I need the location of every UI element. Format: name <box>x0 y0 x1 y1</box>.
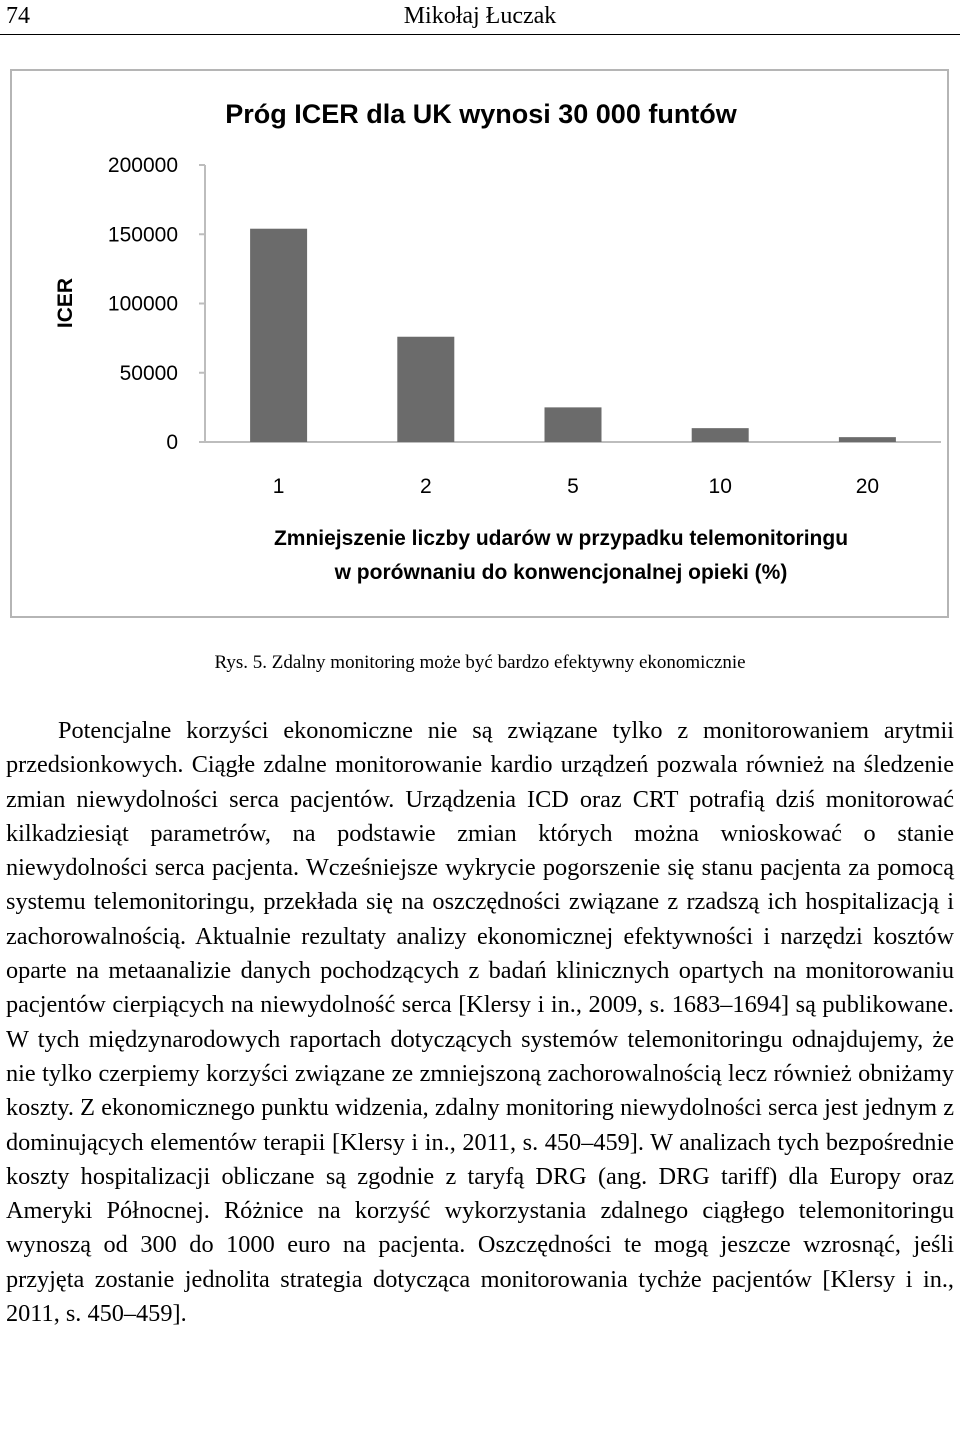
y-axis-title: ICER <box>54 277 77 329</box>
chart-frame <box>10 69 949 618</box>
y-tick-label: 0 <box>166 431 178 454</box>
figure-caption: Rys. 5. Zdalny monitoring może być bardzo efektywny ekonomicznie <box>214 652 746 673</box>
bar-2 <box>397 337 454 442</box>
chart-title: Próg ICER dla UK wynosi 30 000 funtów <box>225 99 737 129</box>
x-axis-ticks <box>273 475 879 498</box>
bar-10 <box>692 428 749 442</box>
bar-1 <box>250 229 307 442</box>
bars <box>250 229 896 442</box>
bar-5 <box>545 407 602 442</box>
y-tick-label: 200000 <box>107 154 178 177</box>
y-tick-label: 100000 <box>107 292 178 316</box>
x-tick-label: 2 <box>419 475 432 498</box>
page-header <box>0 0 960 35</box>
x-axis-title-line-1: Zmniejszenie liczby udarów w przypadku telemonitoringu <box>273 527 849 550</box>
running-head: Mikołaj Łuczak <box>403 3 557 29</box>
x-tick-label: 5 <box>567 475 579 498</box>
bar-chart <box>12 71 947 616</box>
x-tick-label: 10 <box>708 475 732 498</box>
page-number: 74 <box>6 3 30 29</box>
body-paragraph: Potencjalne korzyści ekonomiczne nie są związane tylko z monitorowaniem arytmii przedsionkowych. Ciągłe zdalne monitorowanie kardio urządzeń pozwala również na śledzenie zmian niewydolności serca pacjentów. Urządzenia ICD oraz CRT potrafią dziś monitorować kilkadziesiąt parametrów, na podstawie zmian których można wnioskować o stanie niewydolności serca pacjenta. Wcześniejsze wykrycie pogorszenie się stanu pacjenta za pomocą systemu telemonitoringu, przekłada się na oszczędności związane z rzadszą ich hospitalizacją i zachorowalnością. Aktualnie rezultaty analizy ekonomicznej efektywności i narzędzi kosztów oparte na metaanalizie danych pochodzących z badań klinicznych opartych na monitorowaniu pacjentów cierpiących na niewydolność serca [Klersy i in., 2009, s. 1683–1694] są publikowane. W tych międzynarodowych raportach dotyczących systemów telemonitoringu odnajdujemy, że nie tylko czerpiemy korzyści związane ze zmniejszoną zachorowalnością lecz również obniżamy koszty. Z ekonomicznego punktu widzenia, zdalny monitoring niewydolności serca jest jednym z dominujących elementów terapii [Klersy i in., 2011, s. 450–459]. W analizach tych bezpośrednie koszty hospitalizacji obliczane są zgodnie z taryfą DRG (ang. DRG tariff) dla Europy oraz Ameryki Północnej. Różnice na korzyść wykorzystania zdalnego ciągłego telemonitoringu wynoszą od 300 do 1000 euro na pacjenta. Oszczędności te mogą jeszcze wzrosnąć, jeśli przyjęta zostanie jednolita strategia dotycząca monitorowania tychże pacjentów [Klersy i in., 2011, s. 450–459]. <box>6 717 954 1328</box>
bar-20 <box>839 437 896 442</box>
x-tick-label: 20 <box>855 475 880 498</box>
y-tick-label: 50000 <box>119 361 178 385</box>
y-axis-ticks <box>108 154 205 454</box>
x-tick-label: 1 <box>272 475 285 498</box>
x-axis-title-line-2: w porównaniu do konwencjonalnej opieki (%) <box>334 561 788 584</box>
y-tick-label: 150000 <box>107 223 178 247</box>
